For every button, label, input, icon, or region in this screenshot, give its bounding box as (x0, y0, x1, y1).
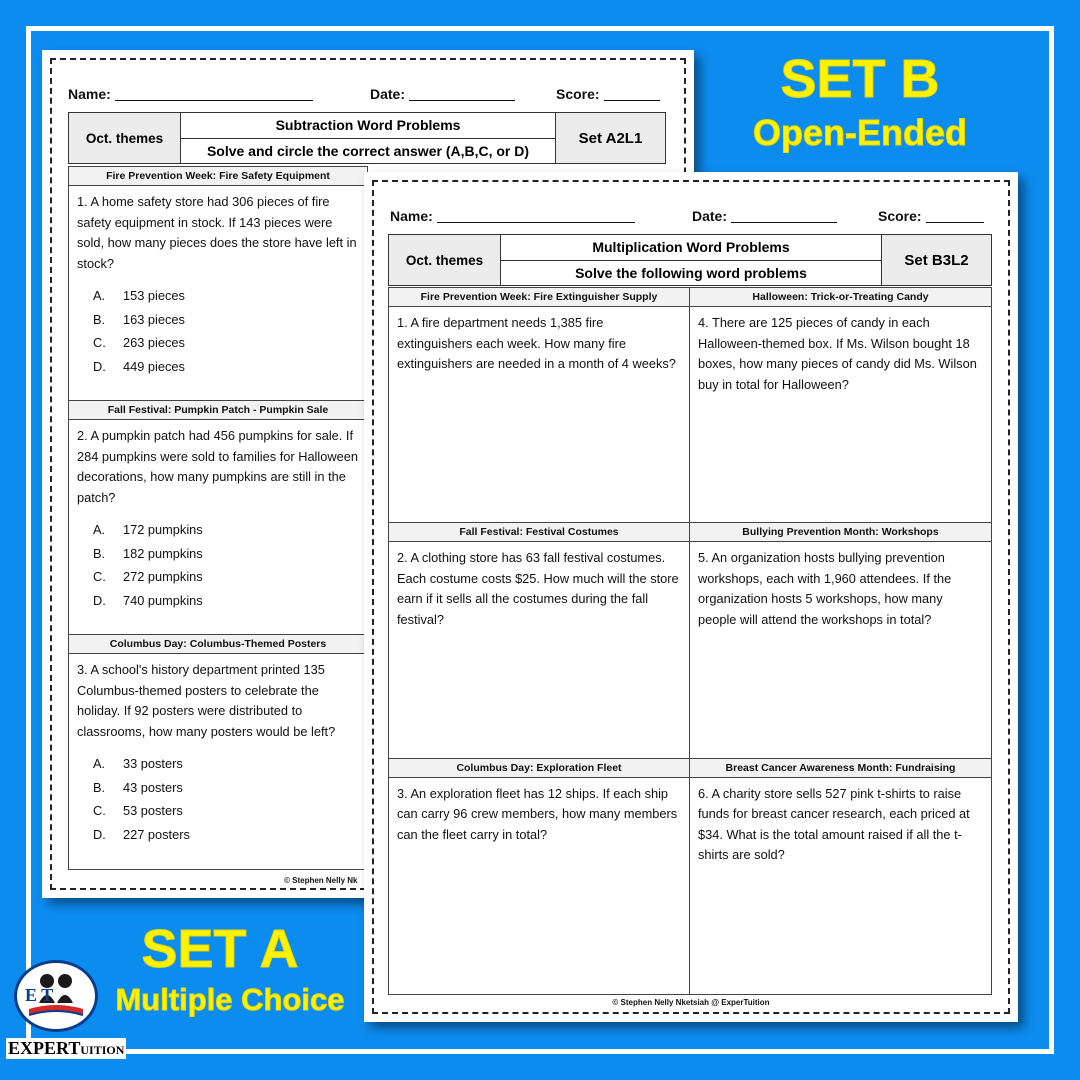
date-label: Date: (370, 86, 406, 102)
date-label: Date: (692, 208, 728, 224)
theme-label: Oct. themes (389, 235, 501, 285)
book-figures-icon (17, 963, 95, 1029)
set-a-title: SET A (141, 919, 299, 979)
set-a-subtitle: Multiple Choice (115, 982, 345, 1017)
name-line (437, 222, 635, 223)
score-field (878, 208, 984, 224)
score-label: Score: (556, 86, 600, 102)
section-heading: Breast Cancer Awareness Month: Fundraising (690, 759, 991, 778)
worksheet-instruction: Solve the following word problems (501, 260, 881, 286)
question-text: 3. A school's history department printed 135 Columbus-themed posters to celebrate the holiday. If 92 posters were distributed to classrooms, how many posters would be left? (77, 662, 336, 739)
choice-item: A. 172 pumpkins (93, 522, 203, 537)
question-text: 3. An exploration fleet has 12 ships. If each ship can carry 96 crew members, how many members can the fleet carry in total? (397, 785, 678, 842)
score-line (604, 100, 660, 101)
answer-choices (69, 274, 367, 382)
section-heading: Halloween: Trick-or-Treating Candy (690, 288, 991, 307)
title-table (388, 234, 992, 286)
question-column (68, 166, 368, 870)
section-heading: Fall Festival: Pumpkin Patch - Pumpkin Sale (69, 401, 367, 420)
date-line (409, 100, 515, 101)
name-label: Name: (390, 208, 433, 224)
answer-choices (69, 508, 367, 616)
choice-item: B. 43 posters (93, 779, 183, 795)
question-text: 2. A pumpkin patch had 456 pumpkins for sale. If 284 pumpkins were sold to families for Halloween decorations, how many pumpkins are still in the patch? (77, 428, 358, 505)
section-heading: Fire Prevention Week: Fire Safety Equipment (69, 167, 367, 186)
choice-item: D. 740 pumpkins (93, 592, 203, 608)
title-table (68, 112, 666, 164)
question-text: 2. A clothing store has 63 fall festival costumes. Each costume costs $25. How much will the store earn if it sells all the costumes during the fall festival? (397, 550, 679, 627)
choice-item: C. 263 pieces (93, 335, 185, 350)
worksheet-set-b (364, 172, 1018, 1022)
section-heading: Fire Prevention Week: Fire Extinguisher Supply (389, 288, 689, 307)
copyright-footer: © Stephen Nelly Nk (284, 876, 358, 885)
worksheet-instruction: Solve and circle the correct answer (A,B,C, or D) (181, 138, 555, 164)
worksheet-title: Subtraction Word Problems (275, 117, 461, 134)
expertuition-logo-icon (14, 960, 98, 1032)
choice-item: C. 53 posters (93, 803, 183, 818)
answer-choices (69, 742, 367, 850)
copyright-footer: © Stephen Nelly Nketsiah @ ExperTuition (612, 998, 770, 1007)
choice-item: B. 182 pumpkins (93, 545, 203, 561)
name-line (115, 100, 313, 101)
title-block (501, 235, 881, 285)
set-b-title: SET B (780, 49, 940, 109)
question-cell (690, 523, 991, 758)
score-label: Score: (878, 208, 922, 224)
set-code: Set A2L1 (555, 113, 665, 163)
date-field (370, 86, 515, 102)
question-text: 4. There are 125 pieces of candy in each Halloween-themed box. If Ms. Wilson bought 18 boxes, how many pieces of candy did Ms. Wilson buy in total for Halloween? (698, 315, 977, 392)
logo-letters: E T (25, 985, 54, 1005)
name-field (68, 86, 313, 102)
choice-item: B. 163 pieces (93, 311, 185, 327)
question-text: 1. A home safety store had 306 pieces of fire safety equipment in stock. If 143 pieces were sold, how many pieces does the store have left in stock? (77, 194, 357, 271)
section-heading: Columbus Day: Columbus-Themed Posters (69, 635, 367, 654)
brand-name: EXPERTUITION (8, 1038, 125, 1058)
question-cell (389, 759, 690, 994)
set-code: Set B3L2 (881, 235, 991, 285)
question-cell (389, 523, 690, 758)
question-section (69, 635, 367, 869)
section-heading: Bullying Prevention Month: Workshops (690, 523, 991, 542)
question-cell (690, 288, 991, 523)
name-field (390, 208, 635, 224)
question-text: 5. An organization hosts bullying prevention workshops, each with 1,960 attendees. If the organization hosts 5 workshops, how many people will attend the workshops in total? (698, 550, 952, 627)
question-cell (389, 288, 690, 523)
choice-item: C. 272 pumpkins (93, 569, 203, 584)
date-field (692, 208, 837, 224)
score-line (926, 222, 984, 223)
question-section (69, 167, 367, 401)
set-b-subtitle: Open-Ended (753, 112, 967, 153)
date-line (731, 222, 837, 223)
section-heading: Fall Festival: Festival Costumes (389, 523, 689, 542)
choice-item: A. 153 pieces (93, 288, 185, 303)
question-cell (690, 759, 991, 994)
question-text: 6. A charity store sells 527 pink t-shirts to raise funds for breast cancer research, each priced at $34. What is the total amount raised if all the t-shirts are sold? (698, 785, 970, 863)
choice-item: A. 33 posters (93, 756, 183, 771)
choice-item: D. 227 posters (93, 826, 190, 842)
title-block (181, 113, 555, 163)
score-field (556, 86, 660, 102)
section-heading: Columbus Day: Exploration Fleet (389, 759, 689, 778)
question-grid (388, 287, 992, 995)
choice-item: D. 449 pieces (93, 358, 185, 374)
question-section (69, 401, 367, 635)
question-text: 1. A fire department needs 1,385 fire extinguishers each week. How many fire extinguishers are needed in a month of 4 weeks? (397, 315, 676, 371)
name-label: Name: (68, 86, 111, 102)
theme-label: Oct. themes (69, 113, 181, 163)
worksheet-title: Multiplication Word Problems (592, 239, 790, 256)
